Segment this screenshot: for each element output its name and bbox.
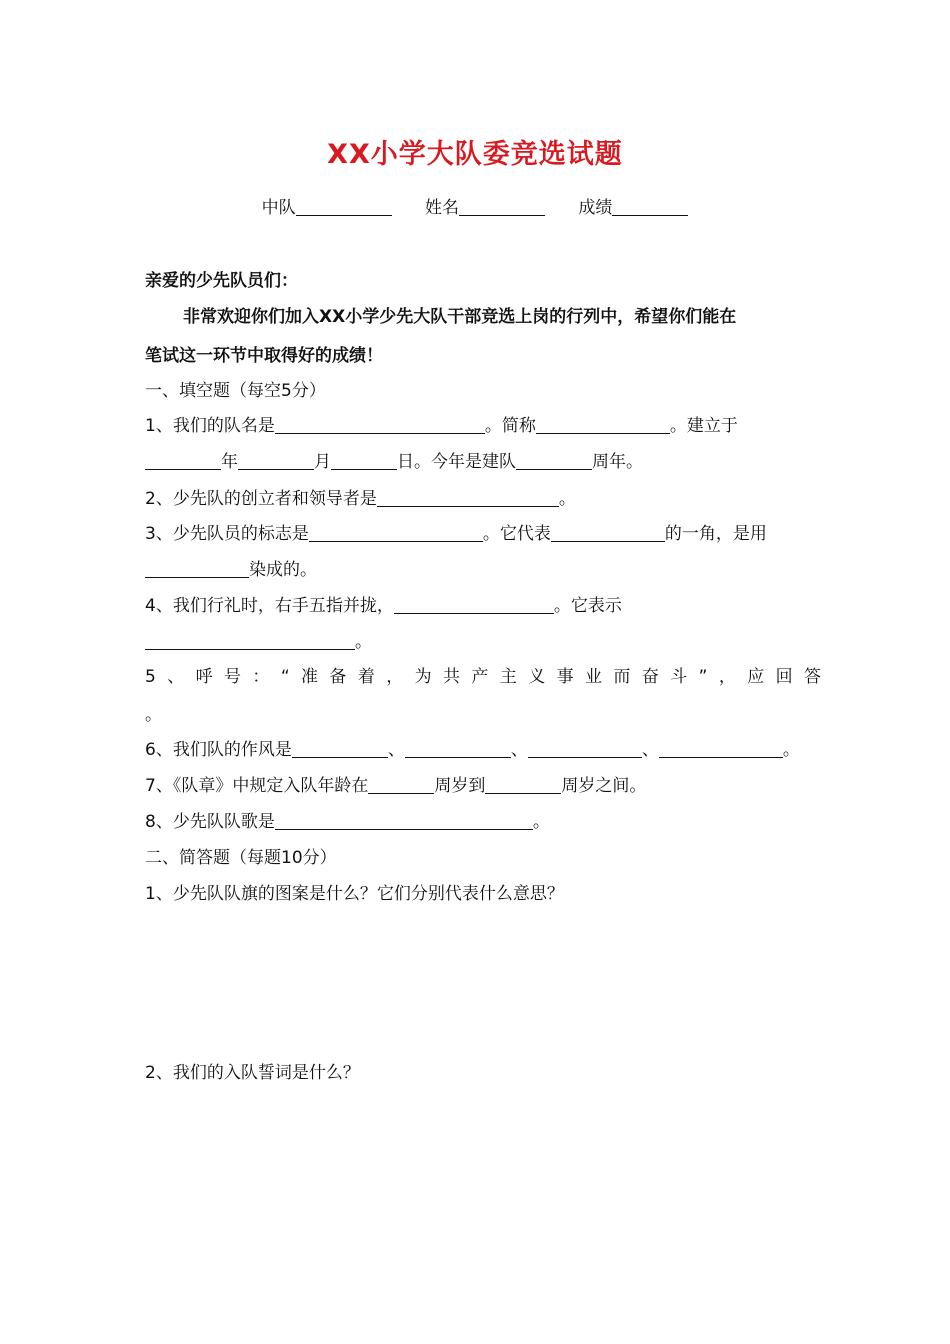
q3-text: 3、少先队员的标志是 [145,524,309,544]
name-blank[interactable] [459,197,545,216]
q1-text: 月 [314,452,331,472]
q1-text: 周年。 [592,452,643,472]
q6-blank-3[interactable] [528,739,642,758]
question-4-line-1 [145,591,622,616]
q2-text: 2、少先队的创立者和领导者是 [145,489,377,509]
section-2-heading: 二、简答题（每题10分） [145,848,337,868]
q3-blank-represents[interactable] [551,523,665,542]
q7-blank-min-age[interactable] [368,775,434,794]
question-1-line-2 [145,447,643,472]
score-label: 成绩 [578,198,613,218]
question-5-line-2 [145,700,162,725]
q6-separator: 、 [387,740,405,760]
greeting: 亲爱的少先队员们： [145,271,298,291]
q1-blank-short-name[interactable] [536,415,670,434]
q3-text: 。它代表 [482,524,551,544]
q6-separator: 、 [510,740,528,760]
question-1-line-1 [145,411,738,436]
score-blank[interactable] [612,197,688,216]
intro-line-2: 笔试这一环节中取得好的成绩！ [145,346,383,366]
student-info-header [0,193,950,218]
short-question-1: 1、少先队队旗的图案是什么？它们分别代表什么意思？ [145,884,564,904]
q8-text: 。 [532,812,550,832]
q1-blank-year[interactable] [145,451,221,470]
q4-text: 。 [355,632,372,652]
question-5-line-1: 5、呼号：“准备着，为共产主义事业而奋斗”，应回答 [145,667,833,687]
question-4-line-2 [145,627,372,652]
q2-blank[interactable] [377,488,559,507]
q7-blank-max-age[interactable] [485,775,561,794]
name-label: 姓名 [425,198,459,218]
q5-text: 。 [145,705,162,725]
squad-field[interactable] [262,193,392,218]
question-6 [145,735,800,760]
q7-text: 周岁之间。 [561,776,647,796]
q7-text: 7、《队章》中规定入队年龄在 [145,776,369,796]
q8-blank[interactable] [275,811,533,830]
q7-text: 周岁到 [434,776,486,796]
q1-blank-anniversary[interactable] [516,451,592,470]
q6-blank-4[interactable] [659,739,783,758]
q3-text: 染成的。 [249,560,317,580]
squad-blank[interactable] [296,197,392,216]
intro-line-1: 非常欢迎你们加入XX小学少先大队干部竞选上岗的行列中，希望你们能在 [183,307,737,327]
q3-blank-dyed-with[interactable] [145,559,249,578]
q6-blank-1[interactable] [292,739,388,758]
q4-text: 4、我们行礼时，右手五指并拢， [145,596,394,616]
q4-text: 。它表示 [553,596,622,616]
q1-blank-day[interactable] [331,451,397,470]
question-2 [145,484,576,509]
squad-label: 中队 [261,198,296,218]
q1-blank-month[interactable] [238,451,314,470]
q6-blank-2[interactable] [405,739,511,758]
q3-blank-symbol[interactable] [309,523,483,542]
short-question-2: 2、我们的入队誓词是什么？ [145,1063,360,1083]
q1-text: 年 [221,452,238,472]
q1-text: 1、我们的队名是 [145,416,275,436]
question-3-line-1 [145,519,767,544]
question-3-line-2 [145,555,317,580]
q4-blank-meaning[interactable] [145,631,355,650]
q4-blank-salute[interactable] [394,595,554,614]
q6-text: 。 [782,740,800,760]
q6-text: 6、我们队的作风是 [145,740,292,760]
question-7 [145,771,646,796]
q6-separator: 、 [641,740,659,760]
question-8 [145,807,550,832]
page-title: XX小学大队委竞选试题 [327,139,623,170]
score-field[interactable] [578,193,688,218]
q1-text: 。简称 [484,416,536,436]
q1-blank-team-name[interactable] [275,415,485,434]
q1-text: 。建立于 [669,416,738,436]
name-field[interactable] [425,193,545,218]
q1-text: 日。今年是建队 [397,452,516,472]
q8-text: 8、少先队队歌是 [145,812,275,832]
q2-text: 。 [558,489,576,509]
section-1-heading: 一、填空题（每空5分） [145,381,326,401]
q3-text: 的一角，是用 [664,524,767,544]
